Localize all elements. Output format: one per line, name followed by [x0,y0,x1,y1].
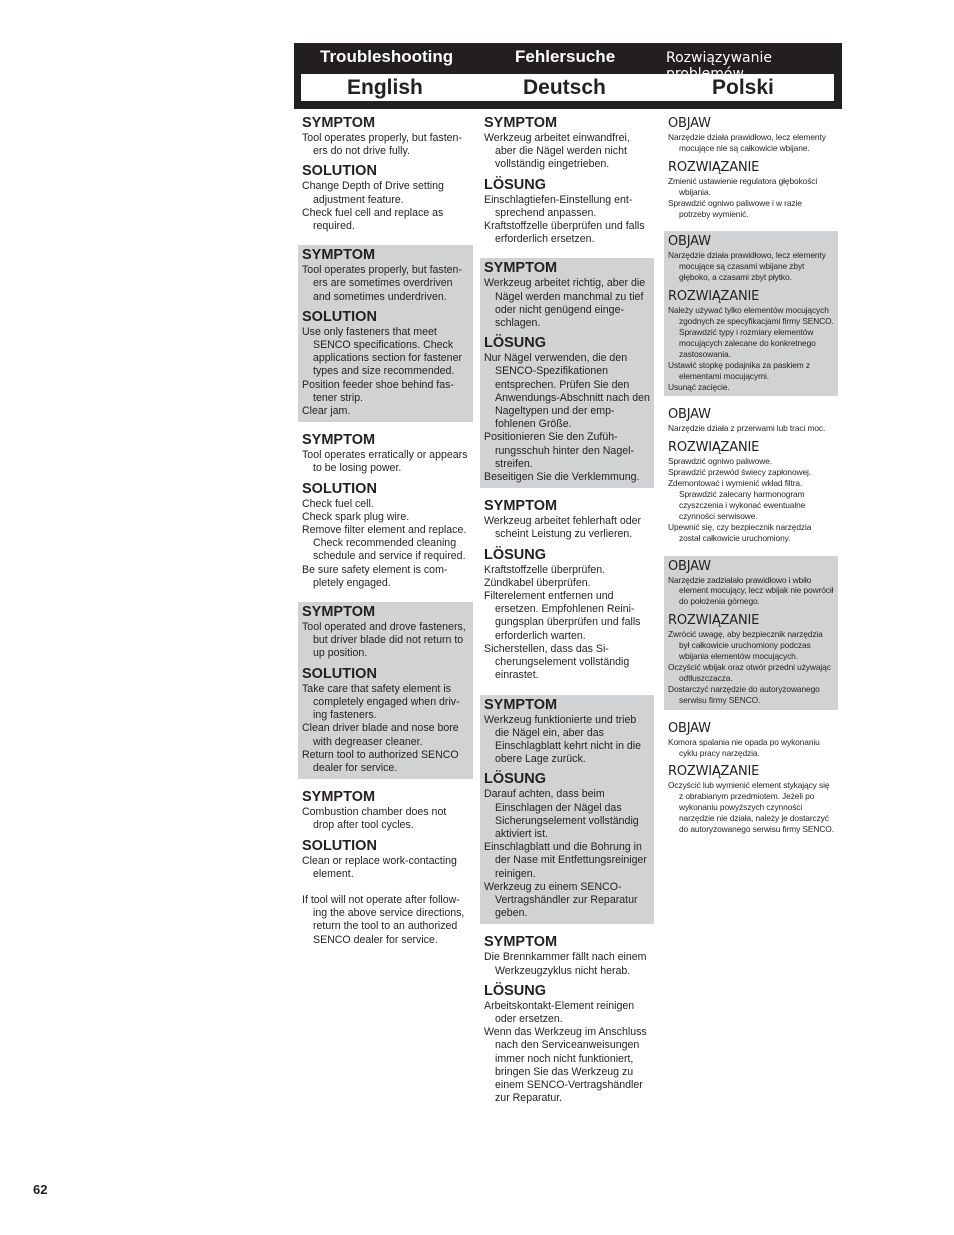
solution-text: Kraftstoffzelle überprüfen und falls erforderlich ersetzen. [484,220,645,246]
solution-text: Take care that safety element is completely engaged when driv-ing fasteners. [302,682,460,722]
symptom-text: Narzędzie zadziałało prawidłowo i wbiło element mocujący, lecz wbijak nie powrócił do położenia górnego. [668,574,834,607]
symptom-text: Narzędzie działa z przerwami lub traci moc. [668,423,826,434]
solution-text: Sicherstellen, dass das Si-cherungselement vollständig einrastet. [484,642,630,682]
solution-text: Use only fasteners that meet SENCO specifications. Check applications section for fastener types and size recommended. [302,325,462,378]
solution-text: Remove filter element and replace. Check recommended cleaning schedule and service if required. [302,524,467,563]
solution-heading: LÖSUNG [484,982,547,999]
solution-text: Einschlagblatt und die Bohrung in der Nase mit Entfettungsreiniger reinigen. [484,841,647,880]
solution-text: Sprawdzić przewód świecy zapłonowej. [668,467,812,478]
solution-text: Clean driver blade and nose bore with degreaser cleaner. [302,722,459,748]
solution-text: Return tool to authorized SENCO dealer for service. [302,748,459,774]
solution-heading: SOLUTION [302,163,377,180]
symptom-text: Combustion chamber does not drop after tool cycles. [302,806,447,832]
solution-heading: ROZWIĄZANIE [668,159,760,175]
lang-english: English [347,76,423,99]
solution-text: Check fuel cell and replace as required. [302,206,444,233]
trouble-block [298,430,473,594]
trouble-block [480,496,654,686]
symptom-heading: OBJAW [668,116,711,131]
title-rozwiazywanie: Rozwiązywanie [666,50,772,66]
symptom-text: Tool operates properly, but fasten-ers do not drive fully. [302,132,462,158]
solution-text: Clear jam. [302,405,351,418]
solution-text: Check spark plug wire. [302,510,410,523]
trouble-block [664,113,838,223]
symptom-text: Tool operates erratically or appears to be losing power. [302,449,468,475]
column-english [298,113,473,951]
service-note: If tool will not operate after follow-ing the above service directions, return the tool to an authorized SENCO dealer for service. [302,893,465,946]
symptom-heading: OBJAW [668,407,711,423]
symptom-text: Werkzeug arbeitet fehlerhaft oder scheint Leistung zu verlieren. [484,515,642,541]
solution-text: Zwrócić uwagę, aby bezpiecznik narzędzia był całkowicie uruchomiony podczas wbijania elementów mocujących. [668,629,823,662]
symptom-heading: SYMPTOM [484,260,558,277]
language-bar [301,74,834,101]
trouble-block [298,113,473,237]
trouble-block [664,556,838,710]
solution-heading: LÖSUNG [484,546,547,563]
solution-text: Nur Nägel verwenden, die den SENCO-Spezifikationen entsprechen. Prüfen Sie den Anwendungs-Abschnitt nach den Nageltypen und der emp-fohlenen Größe. [484,352,650,431]
lang-polski: Polski [712,76,774,99]
symptom-text: Narzędzie działa prawidłowo, lecz elementy mocujące nie są całkowicie wbijane. [668,132,826,153]
title-troubleshooting: Troubleshooting [320,47,454,66]
trouble-block [664,231,838,396]
solution-text: Dostarczyć narzędzie do autoryzowanego serwisu firmy SENCO. [668,683,820,705]
solution-heading: ROZWIĄZANIE [668,613,760,629]
symptom-heading: SYMPTOM [302,115,376,131]
lang-deutsch: Deutsch [523,76,606,99]
symptom-text: Komora spalania nie opada po wykonaniu cyklu pracy narzędzia. [668,736,820,758]
solution-text: Clean or replace work-contacting element. [302,854,457,880]
solution-text: Darauf achten, dass beim Einschlagen der Nägel das Sicherungselement vollständig aktiviert ist. [484,788,639,840]
solution-heading: LÖSUNG [484,176,547,193]
solution-text: Sprawdzić ogniwo paliwowe. [668,456,773,467]
symptom-heading: OBJAW [668,720,711,736]
trouble-block [298,245,473,422]
symptom-text: Narzędzie działa prawidłowo, lecz elementy mocujące są czasami wbijane zbyt głęboko, a czasami zbyt płytko. [668,250,826,283]
solution-heading: SOLUTION [302,308,377,325]
column-polski [664,113,838,839]
symptom-heading: SYMPTOM [484,696,558,713]
trouble-block [480,113,654,250]
solution-text: Werkzeug zu einem SENCO-Vertragshändler zur Reparatur geben. [484,880,638,920]
solution-text: Zmienić ustawienie regulatora głębokości wbijania. [668,175,818,197]
solution-text: Be sure safety element is com-pletely engaged. [302,563,448,589]
solution-heading: ROZWIĄZANIE [668,289,760,305]
trouble-block [298,787,473,951]
symptom-heading: SYMPTOM [484,934,558,951]
symptom-text: Die Brennkammer fällt nach einem Werkzeugzyklus nicht herab. [484,951,647,977]
trouble-block [480,932,654,1109]
symptom-text: Werkzeug funktionierte und trieb die Nägel ein, aber das Einschlagblatt kehrt nicht in die obere Lage zurück. [484,713,642,766]
solution-text: Zdemontować i wymienić wkład filtra. Sprawdzić zalecany harmonogram czyszczenia i wykonać ewentualne czynności serwisowe. [668,478,806,521]
solution-text: Sprawdzić ogniwo paliwowe i w razie potrzeby wymienić. [668,197,802,219]
solution-text: Position feeder shoe behind fas-tener strip. [302,378,454,404]
solution-text: Wenn das Werkzeug im Anschluss nach den Serviceanweisungen immer noch nicht funktioniert, bringen Sie das Werkzeug zu einem SENCO-Vertragshändler zur Reparatur. [484,1026,647,1105]
symptom-text: Werkzeug arbeitet einwandfrei, aber die Nägel werden nicht vollständig eingetrieben. [484,132,630,171]
symptom-text: Tool operated and drove fasteners, but driver blade did not return to up position. [302,621,466,660]
trouble-block [664,404,838,547]
solution-text: Oczyścić lub wymienić element stykający się z obrabianym przedmiotem. Jeżeli po wykonaniu powyższych czynności narzędzie nie działa, należy je dostarczyć do autoryzowanego serwisu firmy SENCO. [668,780,834,835]
solution-heading: ROZWIĄZANIE [668,764,760,780]
symptom-text: Werkzeug arbeitet richtig, aber die Nägel werden manchmal zu tief oder nicht genügend einge-schlagen. [484,277,646,330]
symptom-heading: SYMPTOM [302,789,376,806]
solution-text: Upewnić się, czy bezpiecznik narzędzia został całkowicie uruchomiony. [668,521,812,543]
solution-text: Oczyścić wbijak oraz otwór przedni używając odtłuszczacza. [668,662,831,683]
symptom-heading: OBJAW [668,558,711,574]
symptom-heading: OBJAW [668,234,711,250]
trouble-block [298,602,473,779]
symptom-heading: SYMPTOM [302,604,376,621]
solution-text: Einschlagtiefen-Einstellung ent-sprechend anpassen. [484,193,633,219]
solution-text: Kraftstoffzelle überprüfen. [484,563,606,576]
header-bar [294,43,842,109]
page-number: 62 [33,1182,48,1197]
solution-text: Ustawić stopkę podajnika za paskiem z elementami mocującymi. [668,359,810,381]
solution-heading: LÖSUNG [484,771,547,788]
trouble-block [664,718,838,839]
solution-heading: LÖSUNG [484,335,547,352]
solution-heading: SOLUTION [302,837,377,854]
symptom-heading: SYMPTOM [302,432,376,449]
solution-text: Change Depth of Drive setting adjustment feature. [302,180,444,206]
solution-text: Arbeitskontakt-Element reinigen oder ersetzen. [484,999,635,1025]
solution-heading: SOLUTION [302,665,377,682]
solution-text: Positionieren Sie den Zufüh-rungsschuh hinter den Nagel-streifen. [484,431,634,470]
title-fehlersuche: Fehlersuche [515,47,616,66]
column-deutsch [480,113,654,1109]
solution-heading: ROZWIĄZANIE [668,440,760,456]
trouble-block [480,258,654,488]
symptom-heading: SYMPTOM [302,247,376,264]
solution-text: Check fuel cell. [302,497,374,510]
solution-heading: SOLUTION [302,480,377,497]
trouble-block [480,695,654,925]
solution-text: Usunąć zacięcie. [668,381,730,392]
symptom-heading: SYMPTOM [484,115,558,131]
symptom-text: Tool operates properly, but fasten-ers are sometimes overdriven and sometimes underdriven. [302,264,462,303]
solution-text: Beseitigen Sie die Verklemmung. [484,471,640,484]
solution-text: Zündkabel überprüfen. [484,576,591,589]
solution-text: Filterelement entfernen und ersetzen. Empfohlenen Reini-gungsplan überprüfen und falls erforderlich warten. [484,590,641,642]
solution-text: Należy używać tylko elementów mocujących zgodnych ze specyfikacjami firmy SENCO. Sprawdzić typy i rozmiary elementów mocujących zalecane do konkretnego zastosowania. [668,305,834,359]
symptom-heading: SYMPTOM [484,498,558,515]
